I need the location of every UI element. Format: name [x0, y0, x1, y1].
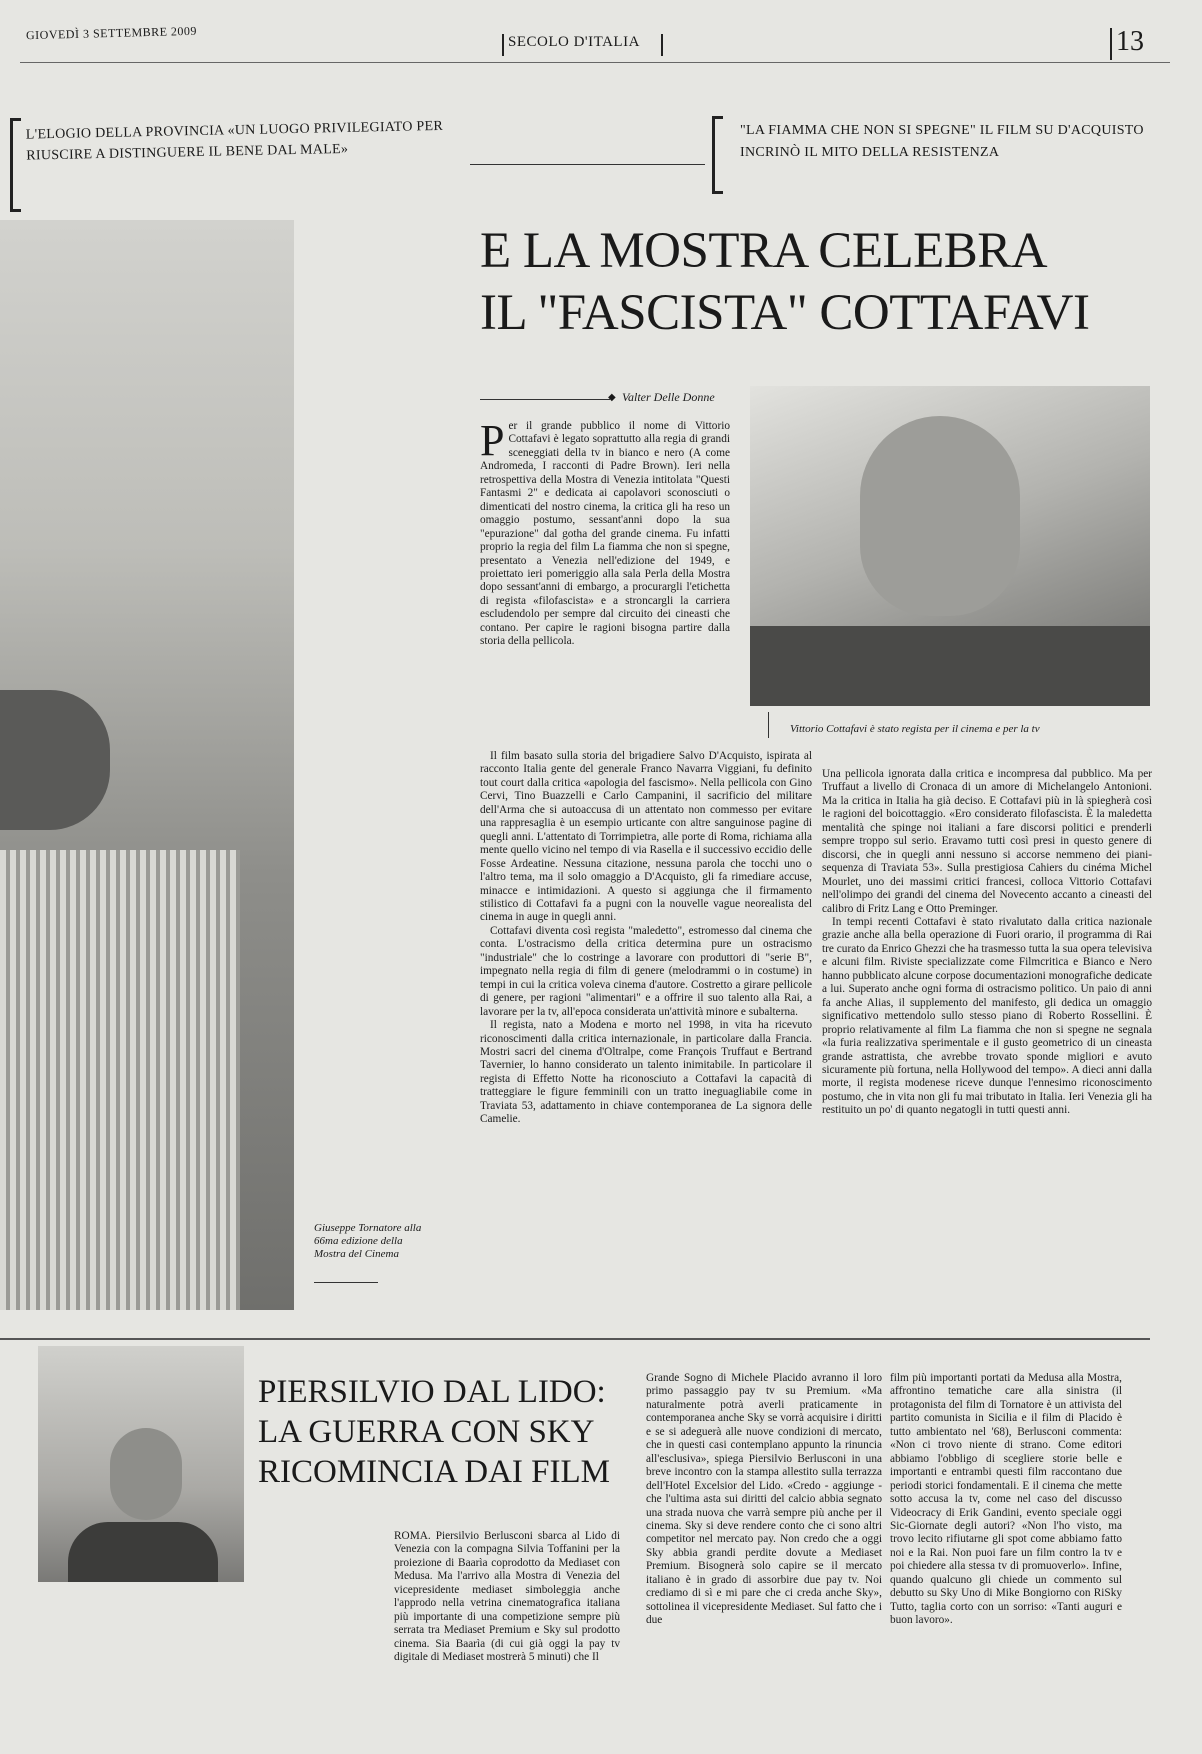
main-headline-line2: IL "FASCISTA" COTTAFAVI — [480, 285, 1090, 341]
header-rule — [20, 62, 1170, 63]
byline: Valter Delle Donne — [622, 390, 715, 404]
drop-cap: P — [480, 416, 505, 465]
second-headline-line2: LA GUERRA CON SKY — [258, 1414, 595, 1450]
main-paragraph-4: Il regista, nato a Modena e morto nel 1998, in vita ha ricevuto riconoscimenti dalla critica internazionale, in particolare dalla Francia. Mostri sacri del cinema d'Oltralpe, come François Truffaut e Bertrand Tavernier, lo hanno considerato un talento inimitabile. In particolare il regista di Effetto Notte ha riconosciuto a Cottafavi la capacità di tratteggiare le figure femminili con un tratto ineguagliabile come in Traviata 53, adattamento in chiave contemporanea de La signora delle Camelie. — [480, 1019, 812, 1126]
main-paragraph-2: Il film basato sulla storia del brigadiere Salvo D'Acquisto, ispirata al racconto Italia gente del generale Franco Navarra Viggiani, fu definito tout court dalla critica «apologia del fascismo». Nella pellicola con Gino Cervi, Tino Buazzelli e Carlo Campanini, il sacrificio del militare dell'Arma che si autoaccusa di un attentato non commesso per evitare una rappresaglia è un esempio urticante con altre sanguinose pagine di quegli anni. L'attentato di Torrimpietra, alle porte di Roma, richiama alla mente quello vicino nel tempo di via Rasella e il successivo eccidio delle Fosse Ardeatine. Nessuna citazione, nessuna parola che tocchi uno o l'altro tema, ma il solo omaggio a D'Acquisto, gli fa rimediare accuse, minacce e intimidazioni. A questo si aggiunga che il firmamento stilistico di Cottafavi fa a pugni con la nouvelle vague neorealista del cinema in auge in quegli anni. — [480, 750, 812, 924]
left-photo-caption: Giuseppe Tornatore alla 66ma edizione della Mostra del Cinema — [314, 1222, 422, 1260]
main-paragraph-3: Cottafavi diventa così regista "maledetto", estromesso dal cinema che conta. L'ostracismo della critica determina pure un ostracismo "industriale" che lo costringe a lavorare con produttori di "serie B", impegnato nella regia di film di genere (melodrammi o in costume) in tempi in cui la critica voleva cinema d'autore. Costretto a girare pellicole di genere, per ragioni "alimentari" e a offrire il suo talento alla Rai, a lavorare per la tv, all'epoca considerata un'attività minore e subalterna. — [480, 924, 812, 1018]
main-paragraph-6: In tempi recenti Cottafavi è stato rivalutato dalla critica nazionale grazie anche alla bella operazione di Fuori orario, il programma di Rai tre curato da Enrico Ghezzi che ha trasmesso tutta la sua opera televisiva e alcuni film. Riviste specializzate come Filmcritica e Bianco e Nero hanno pubblicato alcune corpose documentazioni monografiche dedicate a lui. Superato anche ogni forma di ostracismo politico. Un paio di anni fa anche Alias, il supplemento del manifesto, gli dedica un omaggio significativo mettendolo sullo stesso piano di Roberto Rossellini. È proprio relativamente al film La fiamma che non si spegne ne segnala «la furia realizzativa sperimentale e il gusto geometrico di un cineasta grande astrattista, che avrebbe trovato sponde migliori e avuto sicuramente più fortuna, nella Hollywood del tempo». A dieci anni dalla morte, il regista modenese riceve dunque l'ennesimo riconoscimento postumo, che in vita non gli fu mai tributato in Italia. Ieri Venezia gli ha restituito un po' di quanto negatogli in tutti questi anni. — [822, 915, 1152, 1117]
caption-rule — [314, 1282, 378, 1283]
byline-rule — [480, 399, 610, 400]
byline-diamond-icon: ◆ — [608, 392, 616, 403]
second-headline-line1: PIERSILVIO DAL LIDO: — [258, 1374, 606, 1410]
table-cloth-shape — [38, 1582, 244, 1634]
striped-shirt-shape — [0, 850, 240, 1310]
kicker-left-bracket — [10, 118, 21, 212]
kicker-left: L'ELOGIO DELLA PROVINCIA «UN LUOGO PRIVILEGIATO PER RIUSCIRE A DISTINGUERE IL BENE DAL MALE» — [25, 118, 444, 164]
kicker-right: "LA FIAMMA CHE NON SI SPEGNE" IL FILM SU D'ACQUISTO INCRINÒ IL MITO DELLA RESISTENZA — [740, 123, 1144, 160]
tornatore-photo — [0, 220, 294, 1310]
main-headline-line1: E LA MOSTRA CELEBRA — [480, 223, 1048, 279]
newspaper-name: SECOLO D'ITALIA — [508, 34, 640, 50]
second-paragraph-1: Piersilvio Berlusconi sbarca al Lido di Venezia con la compagna Silvia Toffanini per la proiezione di Baarìa coprodotto da Mediaset con Medusa. Ma l'arrivo alla Mostra di Venezia del vicepresidente mediaset simboleggia anche l'approdo nella vetrina cinematografica italiana più importante di una competizione sempre più serrata tra Mediaset Premium e Sky sul prodotto cinema. Sia Baarìa (di cui già oggi la pay tv digitale di Mediaset mostrerà 5 minuti) che Il — [394, 1530, 620, 1664]
main-article-col1-bottom — [480, 750, 812, 1127]
right-photo-caption: Vittorio Cottafavi è stato regista per il cinema e per la tv — [790, 723, 1040, 735]
piersilvio-photo — [38, 1346, 244, 1634]
second-article-col3 — [890, 1372, 1122, 1628]
header-divider-right — [661, 34, 663, 56]
page-number-bar — [1110, 28, 1112, 60]
kicker-rule — [470, 164, 705, 165]
page-number: 13 — [1116, 26, 1144, 57]
header-divider-left — [502, 34, 504, 56]
main-paragraph-5: Una pellicola ignorata dalla critica e incompresa dal pubblico. Ma per Truffaut a livello di Cronaca di un amore di Michelangelo Antonioni. Ma la critica in Italia ha già deciso. E Cottafavi più in là spiegherà così le ragioni del boicottaggio. «Ero considerato filofascista. È la maledetta mentalità che spinge noi italiani a fare discorsi politici e prenderli sempre troppo sul serio. Eravamo tutti così presi in questo genere di discorsi, che in quegli anni nessuno si accorse nemmeno dei piani-sequenza di Traviata 53». Sulla prestigiosa Cahiers du cinéma Michel Mourlet, uno dei massimi critici francesi, colloca Vittorio Cottafavi nell'olimpo dei grandi del cinema del Novecento accanto a cineasti del calibro di Fritz Lang e Otto Preminger. — [822, 768, 1152, 915]
section-divider — [0, 1338, 1150, 1340]
piersilvio-face-shape — [110, 1428, 182, 1520]
dateline: ROMA. — [394, 1530, 431, 1542]
second-headline-line3: RICOMINCIA DAI FILM — [258, 1454, 611, 1490]
second-article-col2 — [646, 1372, 882, 1628]
issue-date: GIOVEDÌ 3 SETTEMBRE 2009 — [25, 23, 198, 43]
right-caption-rule — [768, 712, 769, 738]
main-article-col1-top — [480, 416, 730, 649]
second-article-col1 — [394, 1530, 620, 1665]
second-paragraph-2: Grande Sogno di Michele Placido avranno il loro primo passaggio pay tv su Premium. «Ma naturalmente potrà averli praticamente in contemporanea anche Sky se vorrà acquisire i diritti e se si adeguerà alle nuove condizioni di mercato, che in questi casi contemplano appunto la rinuncia all'esclusiva», spiega Piersilvio Berlusconi in una breve incontro con la stampa allestito sulla terrazza dell'Hotel Excelsior del Lido. «Credo - aggiunge - che l'ultima asta sui diritti del calcio abbia segnato una strada nuova che varrà sempre più anche per il cinema. Sky si deve rendere conto che ci sono altri competitor nel mercato pay. Non credo che a oggi Sky abbia grandi perdite dovute a Mediaset Premium. Bisognerà solo capire se il mercato italiano è in grado di assorbire due pay tv. Noi crediamo di sì e mi pare che ci creda anche Sky», sottolinea il vicepresidente Mediaset. Sul fatto che i due — [646, 1372, 882, 1627]
cottafavi-face-shape — [860, 416, 1020, 616]
second-paragraph-3: film più importanti portati da Medusa alla Mostra, affrontino tematiche care alla sinistra (il protagonista del film di Tornatore è un attivista del partito comunista in Sicilia e il film di Placido è tutto ambientato nel '68), Berlusconi commenta: «Non ci trovo niente di strano. Come editori abbiamo l'obbligo di scegliere storie belle e importanti e entrambi questi film raccontano due periodi storici fondamentali. E il cinema che mette sotto accusa la tv, come nel caso del discusso Videocracy di Erik Gandini, evento speciale oggi Sic-Giornate degli autori? «Non l'ho visto, ma trovo lecito rifiutarne gli spot come abbiamo fatto noi e la Rai. Non puoi fare un film contro la tv e poi chiedere alla stessa tv di promuoverlo». Infine, quando qualcuno gli chiede un commento sul debutto su Sky Uno di Mike Bongiorno con RiSky Tutto, taglia corto con un sorriso: «Tanti auguri e buon lavoro». — [890, 1372, 1122, 1627]
tornatore-head-shape — [0, 690, 110, 830]
cottafavi-photo — [750, 386, 1150, 706]
car-window-shape — [750, 626, 1150, 706]
kicker-right-bracket — [712, 116, 723, 194]
main-article-col2 — [822, 768, 1152, 1118]
main-paragraph-1: er il grande pubblico il nome di Vittorio Cottafavi è legato soprattutto alla regia di grandi sceneggiati della tv in bianco e nero (A come Andromeda, I racconti di Padre Brown). Ieri nella retrospettiva della Mostra di Venezia intitolata "Questi Fantasmi 2" e dedicata ai capolavori sconosciuti o dimenticati del nostro cinema, la critica gli ha reso un omaggio postumo, sessant'anni dopo la sua "epurazione" dal gotha del grande cinema. Fu infatti proprio la regia del film La fiamma che non si spegne, presentato a Venezia nell'edizione del 1949, e proiettato ieri pomeriggio alla sala Perla della Mostra dopo sessant'anni di embargo, a procurargli l'etichetta di regista «filofascista» e a stroncargli la carriera escludendolo per sempre dal circuito dei cineasti che contano. Per capire le ragioni bisogna partire dalla storia della pellicola. — [480, 420, 730, 648]
